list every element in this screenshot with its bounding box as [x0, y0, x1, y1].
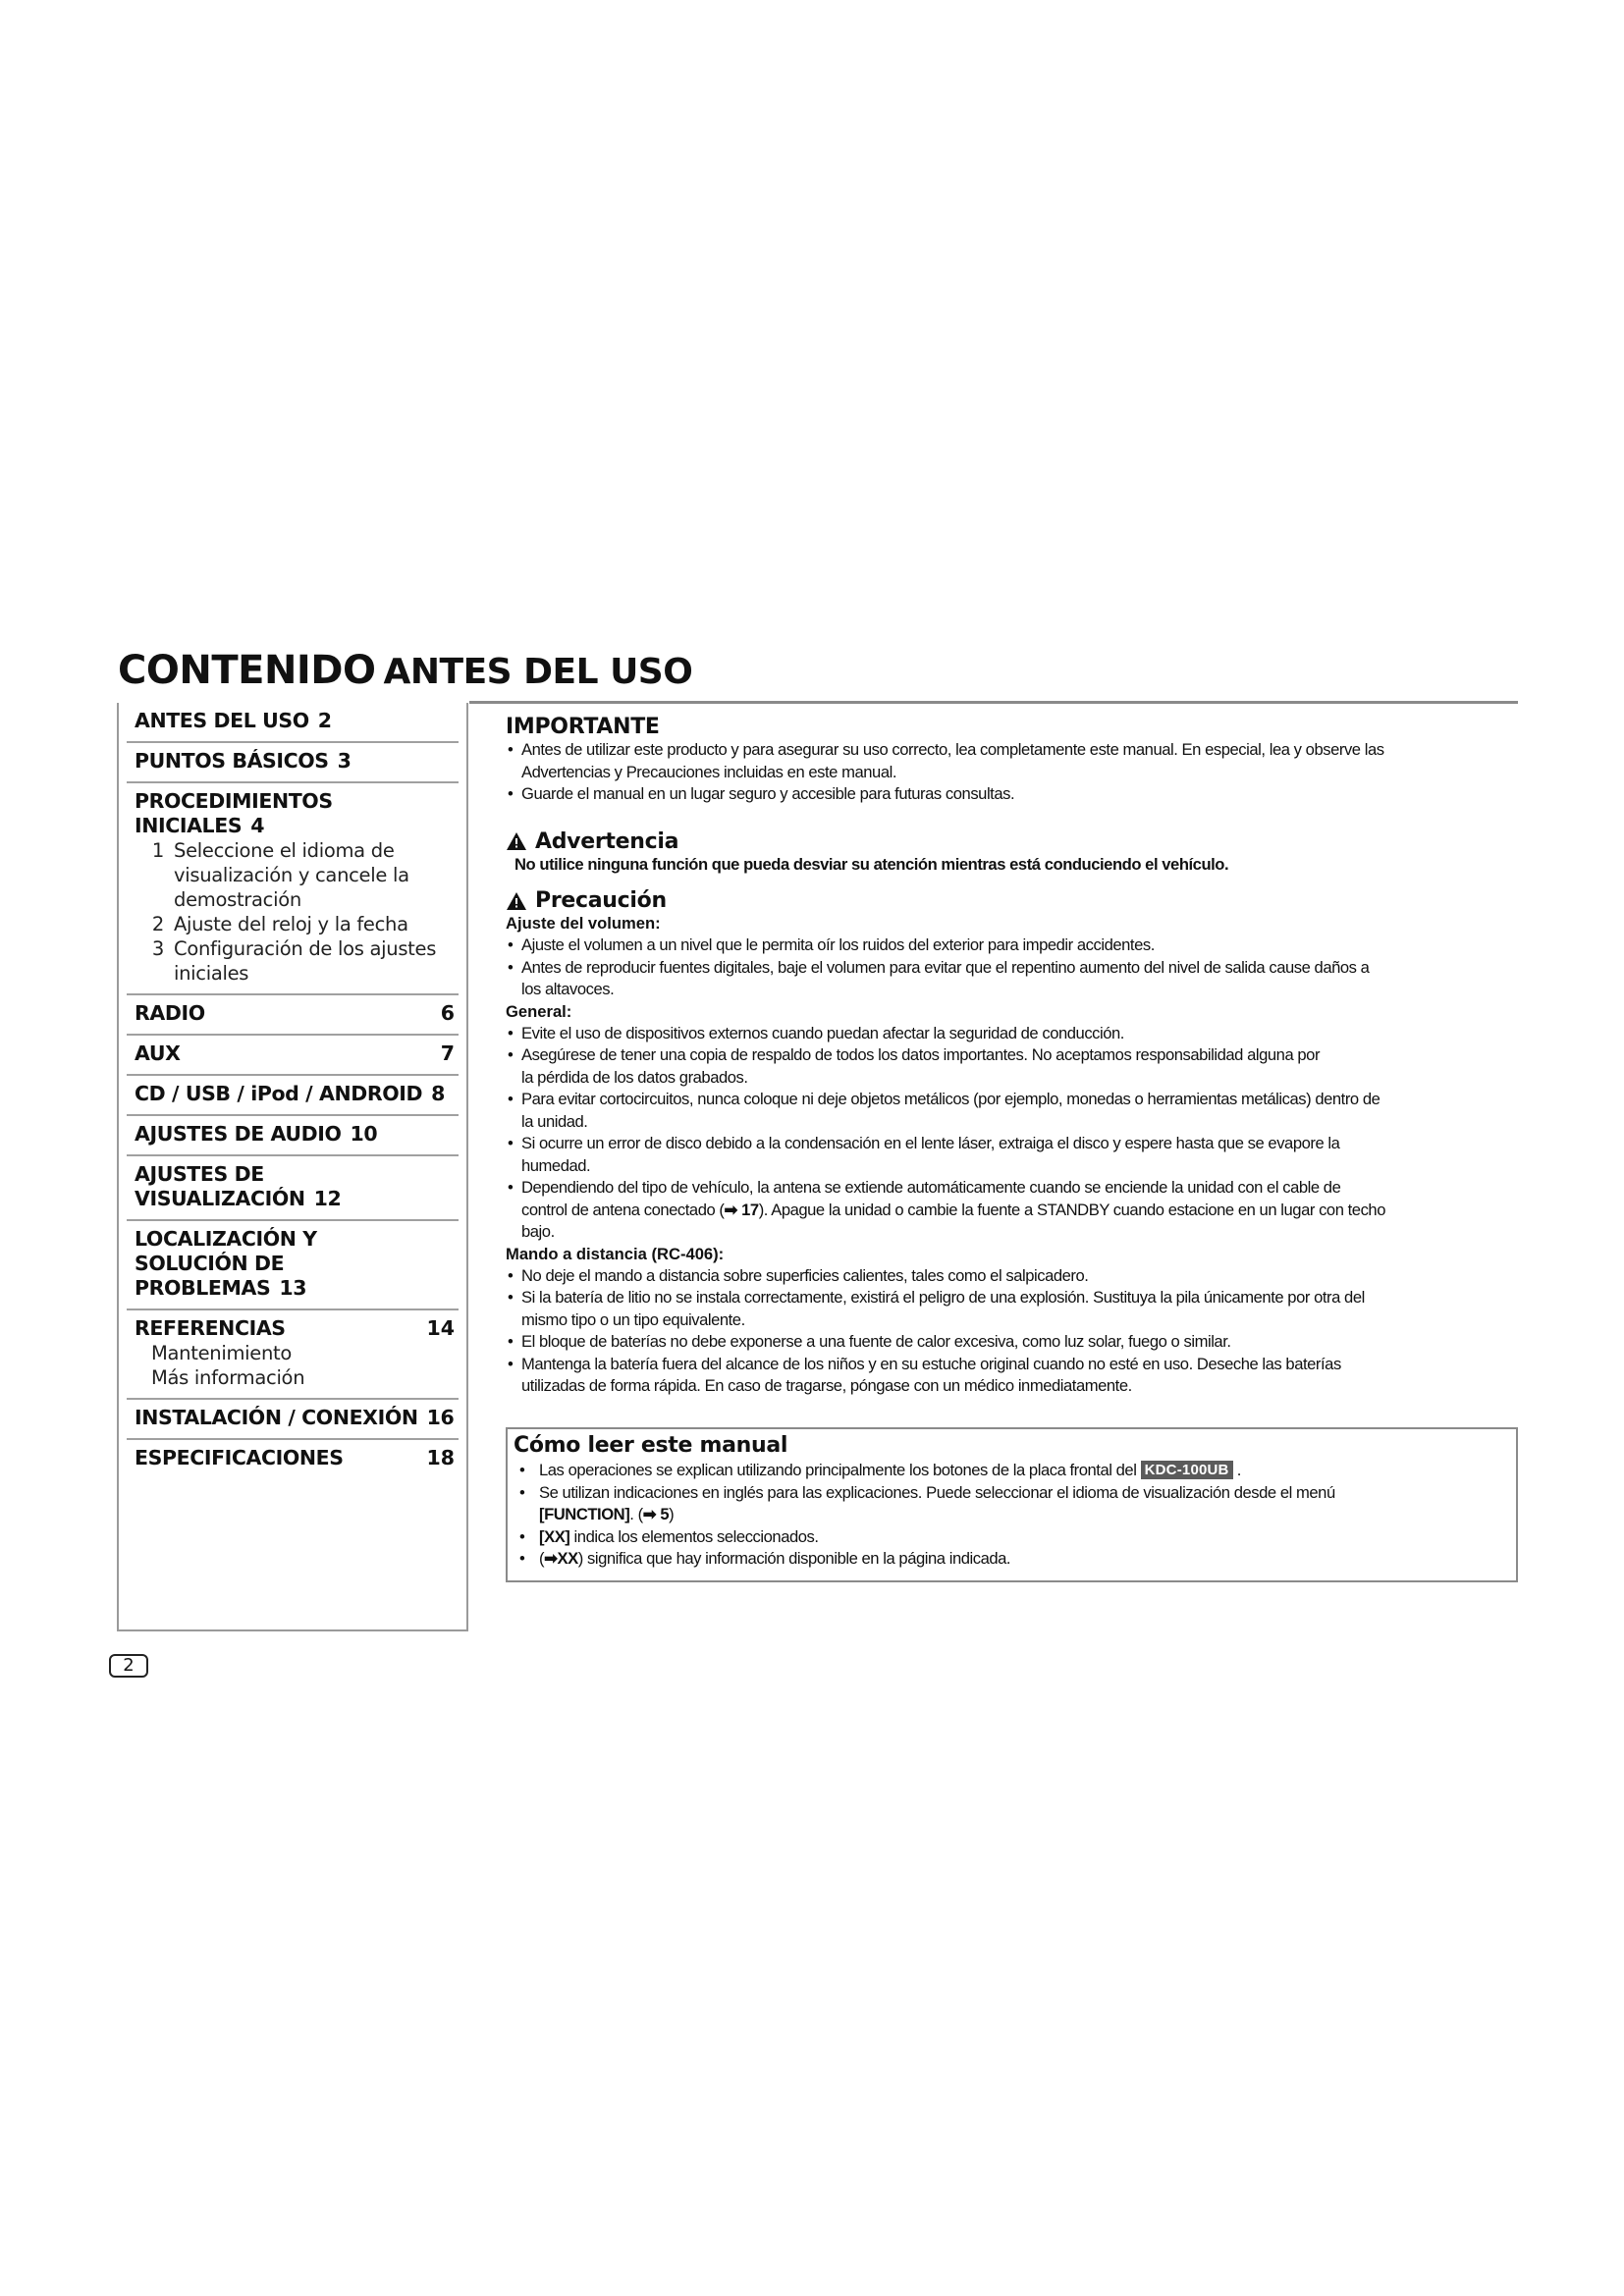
toc-title-line2: SOLUCIÓN DE PROBLEMAS: [135, 1252, 285, 1300]
toc-title: PUNTOS BÁSICOS: [135, 749, 329, 773]
list-item: • Ajuste el volumen a un nivel que le permita oír los ruidos del exterior para impedir accidentes.: [506, 934, 1518, 957]
advertencia-title: Advertencia: [535, 828, 679, 854]
toc-title: AUX: [135, 1041, 181, 1065]
warning-triangle-icon: [506, 831, 527, 851]
precaucion-heading: [506, 888, 1518, 913]
toc-sub-line: Seleccione el idioma de: [174, 839, 395, 862]
header-rule: [469, 701, 1518, 704]
toc-item-especificaciones[interactable]: [127, 1440, 459, 1478]
toc-page: 14: [426, 1316, 455, 1340]
toc-title: ANTES DEL USO: [135, 709, 309, 732]
arrow-icon: ➡: [724, 1200, 737, 1219]
toc-page: 3: [337, 749, 352, 773]
toc-item-ajustes-de-visualizacion[interactable]: [127, 1156, 459, 1221]
toc-sub-line: demostración: [174, 888, 301, 911]
toc-page: 13: [279, 1276, 307, 1300]
list-item: • Antes de reproducir fuentes digitales, baje el volumen para evitar que el repentino aumento del nivel de salida cause daños a los altavoces.: [506, 957, 1518, 1001]
toc-page: 12: [313, 1187, 342, 1210]
list-item: • Evite el uso de dispositivos externos cuando puedan afectar la seguridad de conducción.: [506, 1023, 1518, 1045]
list-item: • Asegúrese de tener una copia de respaldo de todos los datos importantes. No aceptamos responsabilidad alguna por la pérdida de los datos grabados.: [506, 1044, 1518, 1089]
arrow-icon: ➡: [642, 1505, 657, 1523]
como-leer-heading: Cómo leer este manual: [514, 1433, 788, 1458]
toc-item-referencias[interactable]: [127, 1310, 459, 1400]
toc-title: AJUSTES DE AUDIO: [135, 1122, 342, 1146]
list-item: • Se utilizan indicaciones en inglés para las explicaciones. Puede seleccionar el idioma de visualización desde el menú [FUNCTION]. (➡ 5): [514, 1482, 1508, 1526]
page-number-badge: 2: [109, 1654, 148, 1678]
advertencia-section: [506, 829, 1518, 877]
subhead-mando: Mando a distancia (RC-406):: [506, 1244, 725, 1263]
toc-subitems: [135, 838, 459, 986]
list-item: • (➡XX) significa que hay información disponible en la página indicada.: [514, 1548, 1508, 1571]
list-item: • Las operaciones se explican utilizando principalmente los botones de la placa frontal del KDC-100UB .: [514, 1460, 1508, 1482]
toc-sub-mas-informacion[interactable]: Más información: [151, 1366, 305, 1389]
subhead-general: General:: [506, 1001, 572, 1021]
toc-item-radio[interactable]: [127, 995, 459, 1036]
list-item: • Para evitar cortocircuitos, nunca coloque ni deje objetos metálicos (por ejemplo, monedas o herramientas metálicas) dentro de la unidad.: [506, 1089, 1518, 1133]
toc-page: 10: [350, 1122, 378, 1146]
toc-title: CD / USB / iPod / ANDROID: [135, 1082, 423, 1105]
toc-title-line1: LOCALIZACIÓN Y: [135, 1227, 317, 1251]
toc-page: 16: [426, 1406, 455, 1429]
toc-sub-line: Configuración de los ajustes: [174, 937, 437, 960]
list-item: • Si la batería de litio no se instala correctamente, existirá el peligro de una explosión. Sustituya la pila únicamente por otra del mismo tipo o un tipo equivalente.: [506, 1287, 1518, 1331]
toc-item-localizacion[interactable]: [127, 1221, 459, 1310]
toc-page: 6: [440, 1001, 455, 1025]
ref-placeholder: XX: [557, 1549, 578, 1568]
toc-title: AJUSTES DE VISUALIZACIÓN: [135, 1162, 305, 1210]
advertencia-text: No utilice ninguna función que pueda desviar su atención mientras está conduciendo el vehículo.: [514, 854, 1229, 874]
key-placeholder: [XX]: [539, 1526, 570, 1546]
importante-heading: IMPORTANTE: [506, 715, 660, 739]
importante-section: [506, 715, 1518, 806]
toc-title: RADIO: [135, 1001, 205, 1025]
como-leer-box: [506, 1427, 1518, 1582]
page-ref[interactable]: 5: [660, 1505, 670, 1523]
precaucion-section: [506, 888, 1518, 1398]
toc-page: 4: [250, 814, 265, 837]
list-item: • Dependiendo del tipo de vehículo, la antena se extiende automáticamente cuando se enciende la unidad con el cable de control de antena conectado (➡ 17). Apague la unidad o cambie la fuente a STANDBY cuando estacione en un lugar con techo bajo.: [506, 1177, 1518, 1244]
page-ref[interactable]: 17: [741, 1200, 759, 1219]
model-badge: KDC-100UB: [1141, 1461, 1233, 1479]
toc-title: PROCEDIMIENTOS INICIALES: [135, 789, 333, 837]
toc-item-aux[interactable]: [127, 1036, 459, 1076]
toc-item-cd-usb-ipod-android[interactable]: [127, 1076, 459, 1116]
toc-item-instalacion-conexion[interactable]: [127, 1400, 459, 1440]
toc-sub-num: 1: [151, 839, 164, 862]
toc-subitem-2[interactable]: [135, 912, 459, 936]
toc-sub-num: 3: [151, 937, 164, 960]
advertencia-heading: [506, 829, 1518, 854]
toc-sub-num: 2: [151, 913, 164, 935]
list-item: • Mantenga la batería fuera del alcance de los niños y en su estuche original cuando no esté en uso. Deseche las baterías utilizadas de forma rápida. En caso de tragarse, póngase con un médico inmediatamente.: [506, 1354, 1518, 1398]
title-contenido: CONTENIDO: [118, 648, 376, 693]
toc-subitem-1[interactable]: [135, 838, 459, 912]
list-item: • Guarde el manual en un lugar seguro y accesible para futuras consultas.: [506, 783, 1518, 806]
toc-sub-line: visualización y cancele la: [174, 864, 409, 886]
function-key: [FUNCTION]: [539, 1505, 630, 1523]
subhead-volumen: Ajuste del volumen:: [506, 914, 661, 933]
list-item: • Antes de utilizar este producto y para asegurar su uso correcto, lea completamente este manual. En especial, lea y observe las Advertencias y Precauciones incluidas en este manual.: [506, 739, 1518, 783]
toc-item-puntos-basicos[interactable]: [127, 743, 459, 783]
toc-item-antes-del-uso[interactable]: [127, 703, 459, 743]
list-item: • No deje el mando a distancia sobre superficies calientes, tales como el salpicadero.: [506, 1265, 1518, 1288]
toc-subitem-3[interactable]: [135, 936, 459, 986]
toc-sub-line: iniciales: [174, 962, 249, 985]
como-leer-list: [514, 1460, 1508, 1571]
table-of-contents: [117, 703, 468, 1631]
toc-title: REFERENCIAS: [135, 1316, 286, 1340]
page-title: [118, 648, 692, 693]
importante-list: [506, 739, 1518, 806]
precaucion-title: Precaución: [535, 888, 667, 913]
general-list: [506, 1023, 1518, 1244]
list-item: • Si ocurre un error de disco debido a la condensación en el lente láser, extraiga el disco y espere hasta que se evapore la humedad.: [506, 1133, 1518, 1177]
arrow-icon: ➡: [544, 1549, 558, 1568]
toc-sub-mantenimiento[interactable]: Mantenimiento: [151, 1342, 292, 1364]
list-item: • [XX] indica los elementos seleccionados.: [514, 1526, 1508, 1549]
main-content: [506, 715, 1518, 1398]
volumen-list: [506, 934, 1518, 1001]
toc-page: 7: [440, 1041, 455, 1065]
list-item: • El bloque de baterías no debe exponerse a una fuente de calor excesiva, como luz solar, fuego o similar.: [506, 1331, 1518, 1354]
toc-page: 8: [431, 1082, 445, 1105]
toc-title: INSTALACIÓN / CONEXIÓN: [135, 1406, 418, 1429]
title-antes-del-uso: ANTES DEL USO: [383, 652, 693, 692]
toc-page: 2: [317, 709, 332, 732]
toc-page: 18: [426, 1446, 455, 1469]
mando-list: [506, 1265, 1518, 1398]
toc-title: ESPECIFICACIONES: [135, 1446, 344, 1469]
toc-item-ajustes-de-audio[interactable]: [127, 1116, 459, 1156]
toc-sub-line: Ajuste del reloj y la fecha: [174, 913, 408, 935]
warning-triangle-icon: [506, 891, 527, 911]
toc-item-procedimientos-iniciales[interactable]: [127, 783, 459, 995]
